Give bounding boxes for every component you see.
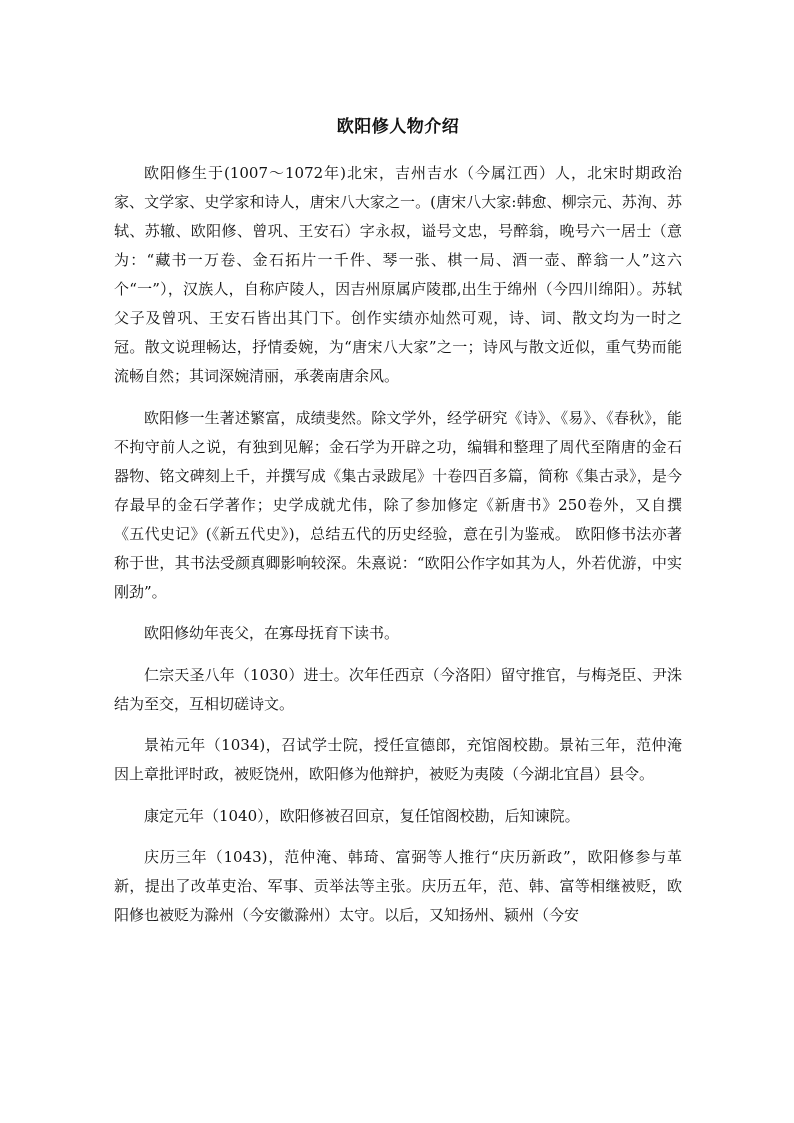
paragraph-tiansheng: 仁宗天圣八年（1030）进士。次年任西京（今洛阳）留守推官，与梅尧臣、尹洙结为至交，互相切磋诗文。	[114, 665, 682, 713]
paragraph-kangding: 康定元年（1040），欧阳修被召回京，复任馆阁校勘，后知谏院。	[144, 806, 580, 825]
paragraph-childhood: 欧阳修幼年丧父，在寡母抚育下读书。	[144, 624, 400, 642]
paragraph-jingyou: 景祐元年（1034)，召试学士院，授任宣德郎，充馆阁校勘。景祐三年，范仲淹因上章批评时政，被贬饶州，欧阳修为他辩护，被贬为夷陵（今湖北宜昌）县令。	[114, 736, 682, 783]
document-page	[114, 112, 682, 943]
document-title: 欧阳修人物介绍	[336, 117, 460, 137]
paragraph-intro: 欧阳修生于(1007～1072年)北宋，吉州吉水（今属江西）人，北宋时期政治家、文学家、史学家和诗人，唐宋八大家之一。(唐宋八大家:韩愈、柳宗元、苏洵、苏轼、苏辙、欧阳修、曾巩、王安石）字永叔，谥号文忠，号醉翁，晚号六一居士（意为：“藏书一万卷、金石拓片一千件、琴一张、棋一局、酒一壶、醉翁一人”这六个“一”），汉族人，自称庐陵人，因吉州原属庐陵郡,出生于绵州（今四川绵阳）。苏轼父子及曾巩、王安石皆出其门下。创作实绩亦灿然可观，诗、词、散文均为一时之冠。散文说理畅达，抒情委婉，为“唐宋八大家”之一；诗风与散文近似，重气势而能流畅自然；其词深婉清丽，承袭南唐余风。	[114, 164, 682, 385]
paragraph-works: 欧阳修一生著述繁富，成绩斐然。除文学外，经学研究《诗》、《易》、《春秋》，能不拘守前人之说，有独到见解；金石学为开辟之功，编辑和整理了周代至隋唐的金石器物、铭文碑刻上千，并撰写成《集古录跋尾》十卷四百多篇，简称《集古录》，是今存最早的金石学著作；史学成就尤伟，除了参加修定《新唐书》250卷外，又自撰《五代史记》(《新五代史》)，总结五代的历史经验，意在引为鉴戒。 欧阳修书法亦著称于世，其书法受颜真卿影响较深。朱熹说：“欧阳公作字如其为人，外若优游，中实刚劲”。	[114, 408, 682, 601]
paragraph-qingli: 庆历三年（1043)，范仲淹、韩琦、富弼等人推行“庆历新政”，欧阳修参与革新，提出了改革吏治、军事、贡举法等主张。庆历五年，范、韩、富等相继被贬，欧阳修也被贬为滁州（今安徽滁州）太守。以后，又知扬州、颍州（今安	[114, 848, 682, 924]
